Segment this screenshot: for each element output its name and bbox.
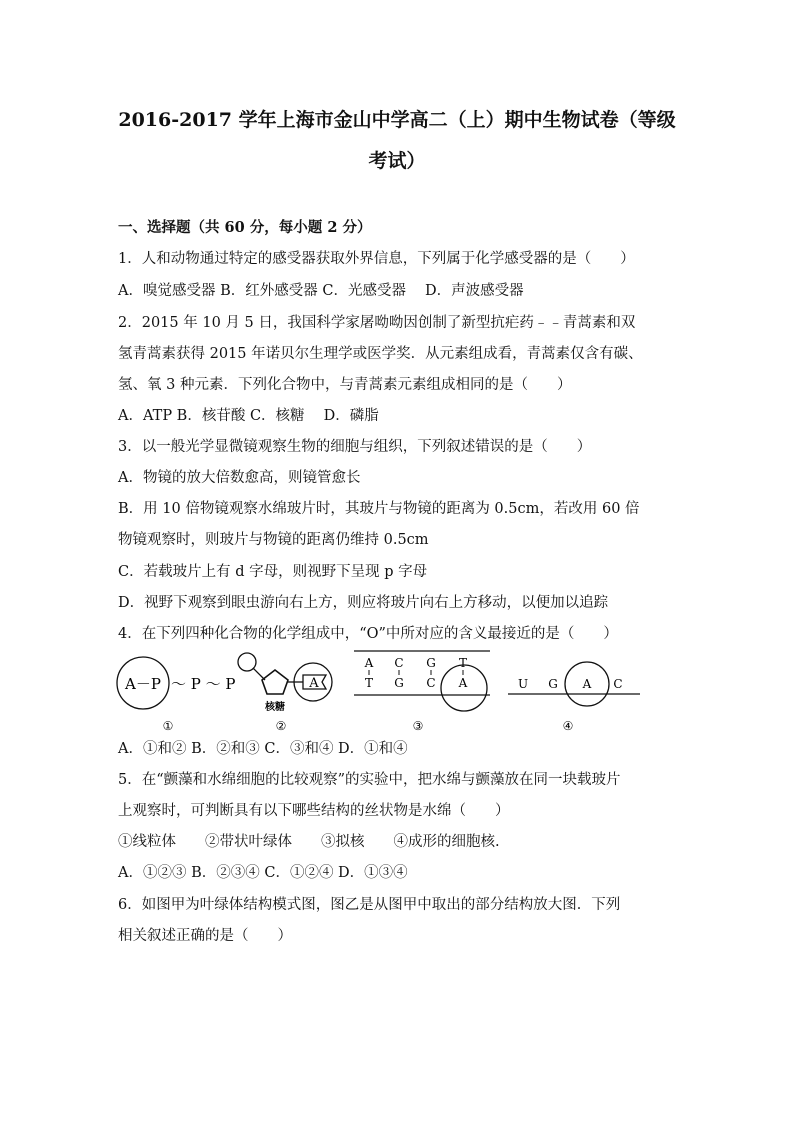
exam-title-line2: 考试） (368, 150, 426, 172)
figure-3-top-base-1: A (364, 656, 374, 670)
q2-line3: 氢、氧 3 种元素．下列化合物中，与青蒿素元素组成相同的是（ ） (118, 377, 572, 393)
figure-2-sugar-pentagon (262, 670, 288, 694)
figure-1-inner-label: A－P (125, 675, 161, 693)
figure-3-number: ③ (412, 719, 424, 733)
figure-1-phosphates: ～ P ～ P (171, 675, 236, 693)
q5-items: ①线粒体 ②带状叶绿体 ③拟核 ④成形的细胞核. (118, 834, 500, 850)
q3-stem: 3．以一般光学显微镜观察生物的细胞与组织，下列叙述错误的是（ ） (118, 439, 592, 455)
q5-options: A．①②③ B．②③④ C．①②④ D．①③④ (118, 865, 408, 881)
exam-title-line1: 2016-2017 学年上海市金山中学高二（上）期中生物试卷（等级 (118, 109, 676, 131)
figure-2-nucleotide (233, 648, 348, 742)
figure-4-rna (504, 648, 644, 742)
q1-options: A．嗅觉感受器 B．红外感受器 C．光感受器 D．声波感受器 (118, 283, 524, 299)
figure-3-top-base-4: T (458, 656, 468, 670)
figure-3-bottom-base-1: T (364, 676, 374, 690)
figure-2-number: ② (275, 719, 287, 733)
section-heading: 一、选择题（共 60 分，每小题 2 分） (118, 219, 372, 236)
q5-line2: 上观察时，可判断具有以下哪些结构的丝状物是水绵（ ） (118, 803, 510, 819)
figure-4-base-3: A (582, 677, 592, 691)
q2-options: A．ATP B．核苷酸 C．核糖 D．磷脂 (118, 408, 379, 424)
q3-option-d: D．视野下观察到眼虫游向右上方，则应将玻片向右上方移动，以便加以追踪 (118, 595, 609, 611)
figure-3-top-base-2: C (394, 656, 404, 670)
q3-option-b-line1: B．用 10 倍物镜观察水绵玻片时，其玻片与物镜的距离为 0.5cm，若改用 60 倍 (118, 501, 640, 517)
figure-4-base-1: U (517, 677, 529, 691)
q5-line1: 5．在“颤藻和水绵细胞的比较观察”的实验中，把水绵与颤藻放在同一块载玻片 (118, 772, 621, 788)
q3-option-b-line2: 物镜观察时，则玻片与物镜的距离仍维持 0.5cm (118, 532, 429, 548)
figure-3-dna (352, 648, 492, 742)
figure-3-top-base-3: G (426, 656, 436, 670)
figure-3-bottom-base-3: C (426, 676, 436, 690)
q2-line2: 氢青蒿素获得 2015 年诺贝尔生理学或医学奖．从元素组成看，青蒿素仅含有碳、 (118, 346, 643, 362)
figure-3-bottom-base-4: A (458, 676, 468, 690)
figure-4-base-2: G (548, 677, 558, 691)
q2-line1: 2．2015 年 10 月 5 日，我国科学家屠呦呦因创制了新型抗疟药﹣﹣青蒿素和双 (118, 315, 636, 331)
figure-1-atp (118, 648, 236, 742)
figure-2-sugar-label: 核糖 (265, 702, 285, 713)
figure-3-bottom-base-2: G (394, 676, 404, 690)
q3-option-a: A．物镜的放大倍数愈高，则镜管愈长 (118, 470, 361, 486)
figure-1-number: ① (162, 719, 174, 733)
q6-line2: 相关叙述正确的是（ ） (118, 928, 292, 944)
figure-2-base-label: A (309, 676, 319, 691)
q6-line1: 6．如图甲为叶绿体结构模式图，图乙是从图甲中取出的部分结构放大图．下列 (118, 897, 621, 913)
figure-4-base-4: C (613, 677, 623, 691)
figure-4-number: ④ (562, 719, 574, 733)
q4-stem: 4．在下列四种化合物的化学组成中，“O”中所对应的含义最接近的是（ ） (118, 626, 618, 642)
q4-options: A．①和② B．②和③ C．③和④ D．①和④ (118, 741, 408, 757)
q3-option-c: C．若载玻片上有 d 字母，则视野下呈现 p 字母 (118, 564, 428, 580)
q1-stem: 1．人和动物通过特定的感受器获取外界信息，下列属于化学感受器的是（ ） (118, 251, 635, 267)
